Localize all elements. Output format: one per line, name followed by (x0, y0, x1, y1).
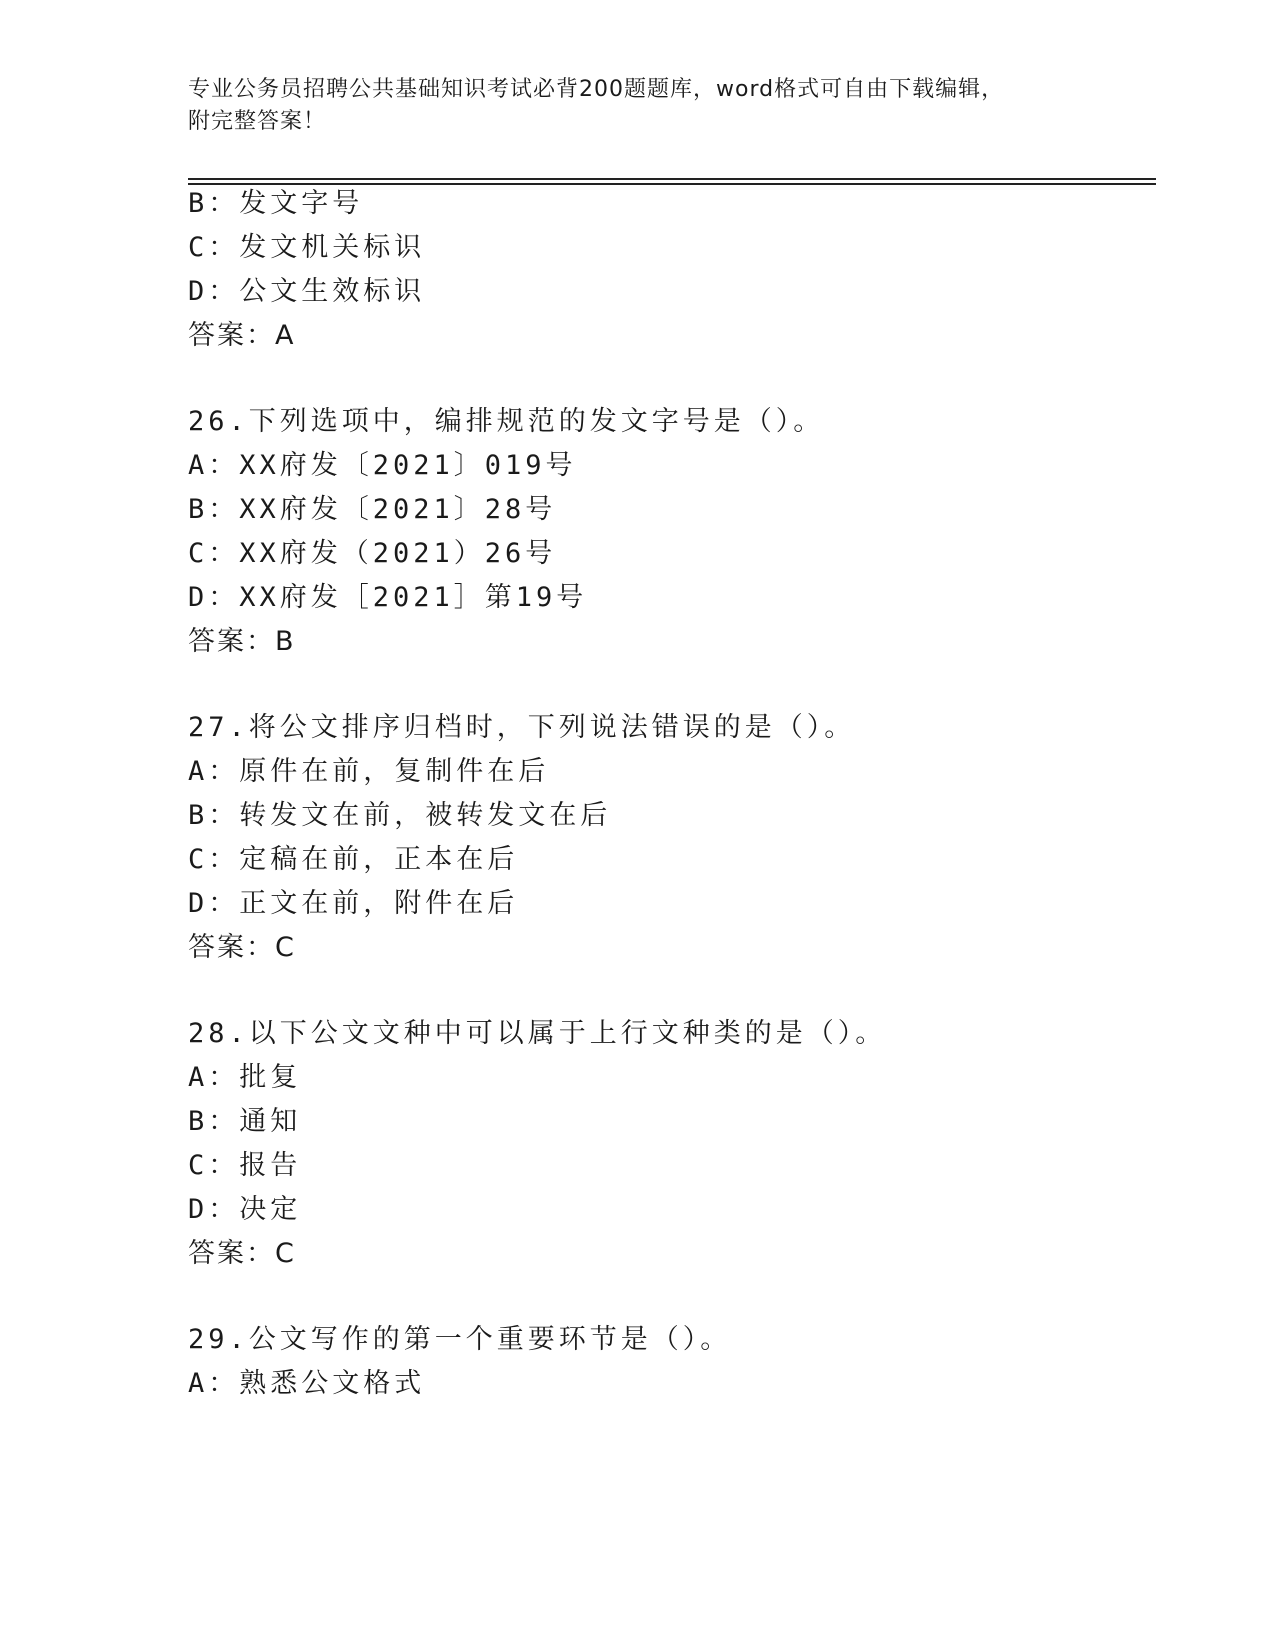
header-line-1: 专业公务员招聘公共基础知识考试必背200题题库，word格式可自由下载编辑， (188, 77, 1005, 102)
option-c: C：发文机关标识 (188, 232, 426, 263)
question-29: 29.公文写作的第一个重要环节是（）。 (188, 1324, 732, 1355)
option-c: C：XX府发（2021）26号 (188, 538, 557, 569)
question-28: 28.以下公文文种中可以属于上行文种类的是（）。 (188, 1018, 887, 1049)
option-b: B：通知 (188, 1106, 302, 1137)
question-27: 27.将公文排序归档时，下列说法错误的是（）。 (188, 712, 856, 743)
option-d: D：正文在前，附件在后 (188, 888, 519, 919)
option-d: D：XX府发［2021］第19号 (188, 582, 588, 613)
option-b: B：转发文在前，被转发文在后 (188, 800, 612, 831)
header-line-2: 附完整答案！ (188, 109, 327, 134)
document-header (188, 74, 1088, 138)
header-rule-top (188, 178, 1156, 180)
answer: 答案：C (188, 1238, 296, 1269)
option-a: A：批复 (188, 1062, 302, 1093)
option-d: D：决定 (188, 1194, 302, 1225)
option-d: D：公文生效标识 (188, 276, 426, 307)
option-b: B：XX府发〔2021〕28号 (188, 494, 557, 525)
answer: 答案：B (188, 626, 296, 657)
option-b: B：发文字号 (188, 188, 364, 219)
option-a: A：熟悉公文格式 (188, 1368, 426, 1399)
answer: 答案：C (188, 932, 296, 963)
option-a: A：原件在前，复制件在后 (188, 756, 550, 787)
answer: 答案：A (188, 320, 296, 351)
option-c: C：报告 (188, 1150, 302, 1181)
option-a: A：XX府发〔2021〕019号 (188, 450, 577, 481)
option-c: C：定稿在前，正本在后 (188, 844, 519, 875)
question-26: 26.下列选项中，编排规范的发文字号是（）。 (188, 406, 825, 437)
